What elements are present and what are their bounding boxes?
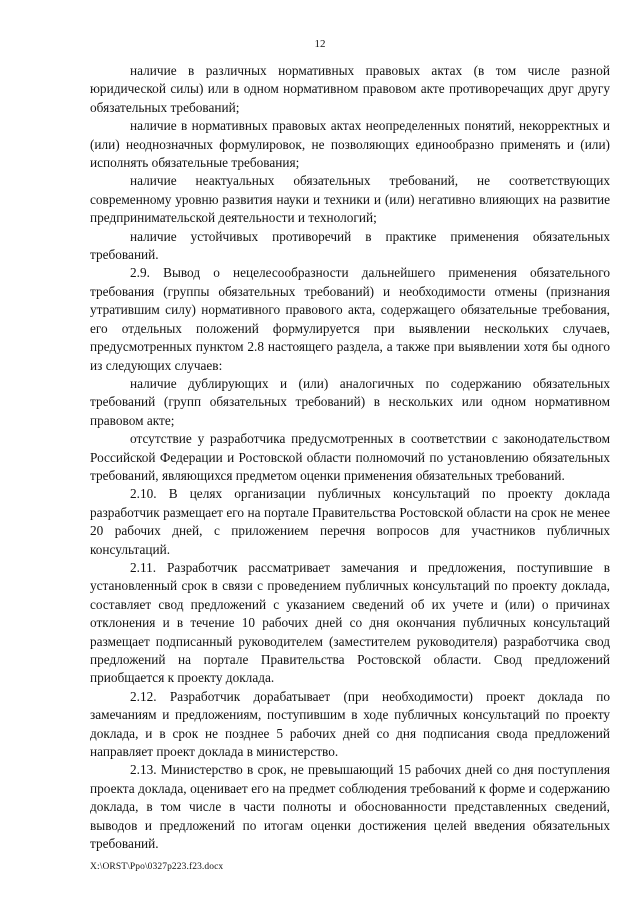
footer-file-path: X:\ORST\Ppo\0327p223.f23.docx xyxy=(90,862,224,872)
paragraph-undefined-concepts: наличие в нормативных правовых актах неопределенных понятий, некорректных и (или) неоднозначных формулировок, не позволяющих единообразно применять и (или) исполнять обязательные требования; xyxy=(90,118,610,171)
paragraph-2-12: 2.12. Разработчик дорабатывает (при необходимости) проект доклада по замечаниям и предложениям, поступившим в ходе публичных консультаций по проекту доклада, и в срок не позднее 5 рабочих дней со дня подписания свода предложений направляет проект доклада в министерство. xyxy=(90,688,610,760)
page-number: 12 xyxy=(314,38,326,50)
paragraph-outdated-requirements: наличие неактуальных обязательных требований, не соответствующих современному уровню развития науки и техники и (или) негативно влияющих на развитие предпринимательской деятельности и технологий; xyxy=(90,173,610,226)
paragraph-2-9: 2.9. Вывод о нецелесообразности дальнейшего применения обязательного требования (группы обязательных требований) и необходимости отмены (признания утратившим силу) нормативного правового акта, содержащего обязательные требования, его отдельных положений формулируется при выявлении нескольких случаев, предусмотренных пунктом 2.8 настоящего раздела, а также при выявлении хотя бы одного из следующих случаев: xyxy=(90,265,610,373)
paragraph-2-13: 2.13. Министерство в срок, не превышающий 15 рабочих дней со дня поступления проекта доклада, оценивает его на предмет соблюдения требований к форме и содержанию доклада, в том числе в части полноты и обоснованности представленных сведений, выводов и предложений по итогам оценки достижения целей введения обязательных требований. xyxy=(90,762,610,852)
document-body xyxy=(90,62,610,853)
paragraph-practice-contradictions: наличие устойчивых противоречий в практике применения обязательных требований. xyxy=(90,228,610,263)
paragraph-2-10: 2.10. В целях организации публичных консультаций по проекту доклада разработчик размещает его на портале Правительства Ростовской области на срок не менее 20 рабочих дней, с приложением перечня вопросов для участников публичных консультаций. xyxy=(90,486,610,557)
paragraph-lack-of-authority: отсутствие у разработчика предусмотренных в соответствии с законодательством Российской Федерации и Ростовской области полномочий по установлению обязательных требований, являющихся предметом оценки применения обязательных требований. xyxy=(90,431,610,483)
paragraph-duplicate-requirements: наличие дублирующих и (или) аналогичных по содержанию обязательных требований (групп обязательных требований) в нескольких или одном нормативном правовом акте; xyxy=(90,375,610,428)
paragraph-contradictory-requirements: наличие в различных нормативных правовых актах (в том числе разной юридической силы) или в одном нормативном правовом акте противоречащих друг другу обязательных требований; xyxy=(90,63,610,115)
paragraph-2-11: 2.11. Разработчик рассматривает замечания и предложения, поступившие в установленный срок в связи с проведением публичных консультаций по проекту доклада, составляет свод предложений с указанием сведений об их учете и (или) о причинах отклонения и в течение 10 рабочих дней со дня окончания публичных консультаций размещает подписанный руководителем (заместителем руководителя) разработчика свод предложений на портале Правительства Ростовской области. Свод предложений приобщается к проекту доклада. xyxy=(90,559,610,686)
